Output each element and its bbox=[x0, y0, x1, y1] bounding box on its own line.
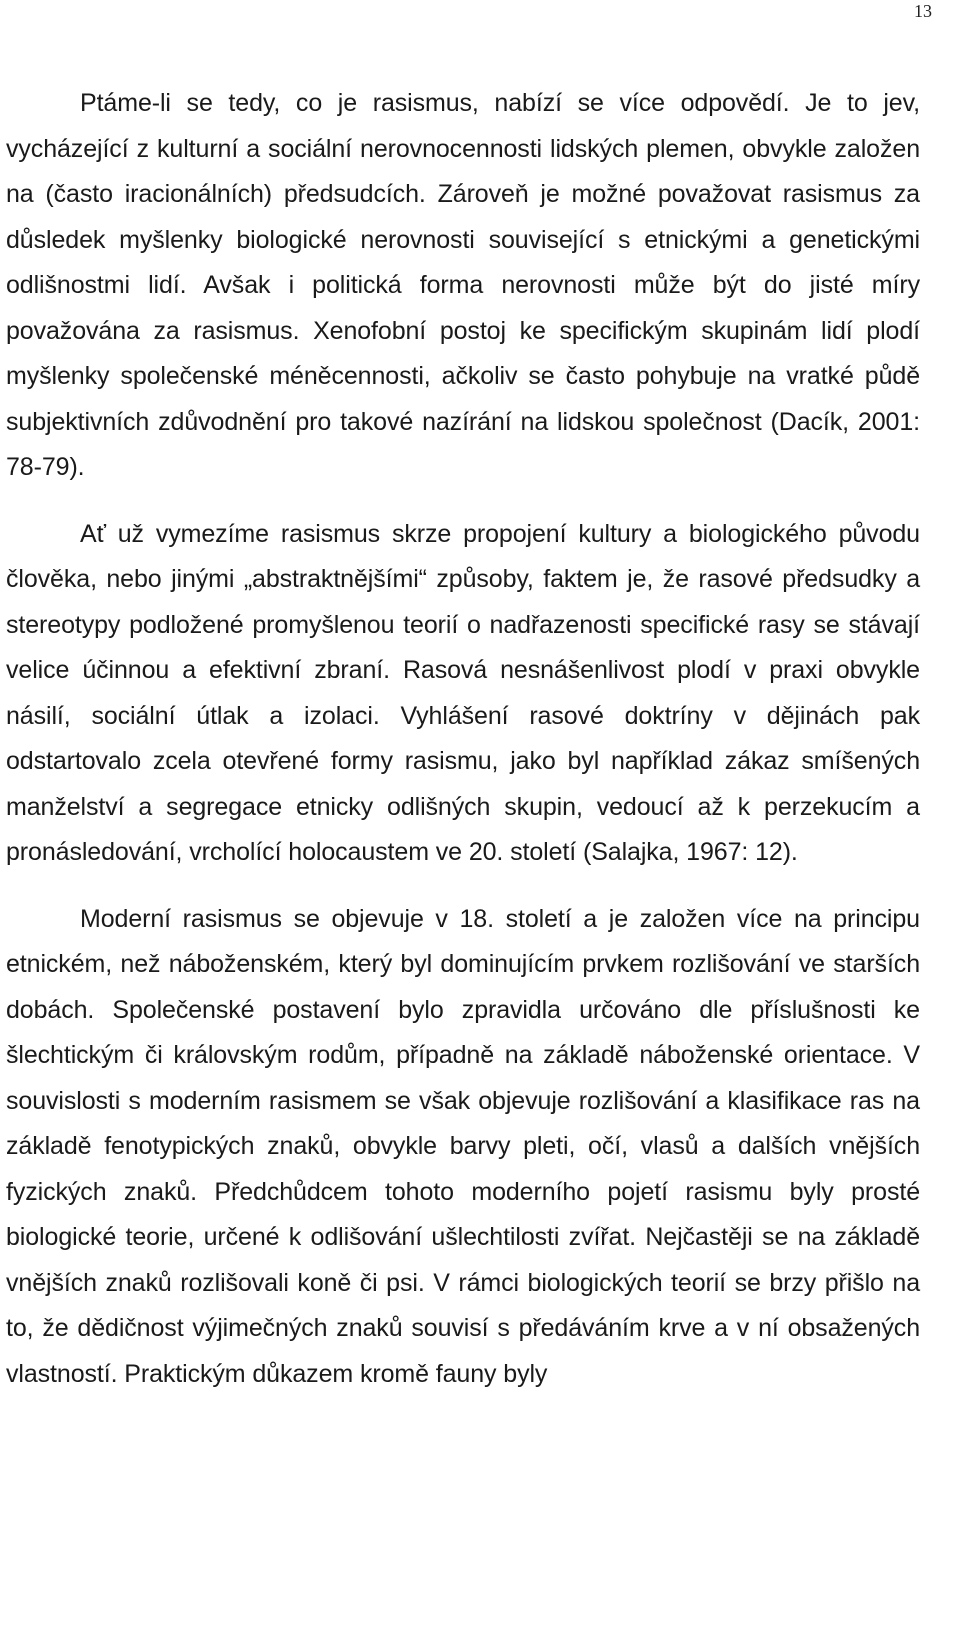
paragraph-rasismus-definice: Ptáme-li se tedy, co je rasismus, nabízí se více odpovědí. Je to jev, vycházející z kulturní a sociální nerovnocennosti lidských plemen, obvykle založen na (často iracionálních) předsudcích. Zároveň je možné považovat rasismus za důsledek myšlenky biologické nerovnosti související s etnickými a genetickými odlišnostmi lidí. Avšak i politická forma nerovnosti může být do jisté míry považována za rasismus. Xenofobní postoj ke specifickým skupinám lidí plodí myšlenky společenské méněcennosti, ačkoliv se často pohybuje na vratké půdě subjektivních zdůvodnění pro takové nazírání na lidskou společnost (Dacík, 2001: 78-79). bbox=[6, 89, 920, 481]
page-number: 13 bbox=[914, 1, 932, 21]
paragraph-rasove-predsudky: Ať už vymezíme rasismus skrze propojení kultury a biologického původu člověka, nebo jinými „abstraktnějšími“ způsoby, faktem je, že rasové předsudky a stereotypy podložené promyšlenou teorií o nadřazenosti specifické rasy se stávají velice účinnou a efektivní zbraní. Rasová nesnášenlivost plodí v praxi obvykle násilí, sociální útlak a izolaci. Vyhlášení rasové doktríny v dějinách pak odstartovalo zcela otevřené formy rasismu, jako byl například zákaz smíšených manželství a segregace etnicky odlišných skupin, vedoucí až k perzekucím a pronásledování, vrcholící holocaustem ve 20. století (Salajka, 1967: 12). bbox=[6, 519, 920, 866]
body-text bbox=[6, 81, 920, 1397]
paragraph-moderni-rasismus: Moderní rasismus se objevuje v 18. století a je založen více na principu etnickém, než náboženském, který byl dominujícím prvkem rozlišování ve starších dobách. Společenské postavení bylo zpravidla určováno dle příslušnosti ke šlechtickým či královským rodům, případně na základě náboženské orientace. V souvislosti s moderním rasismem se však objevuje rozlišování a klasifikace ras na základě fenotypických znaků, obvykle barvy pleti, očí, vlasů a dalších vnějších fyzických znaků. Předchůdcem tohoto moderního pojetí rasismu byly prosté biologické teorie, určené k odlišování ušlechtilosti zvířat. Nejčastěji se na základě vnějších znaků rozlišovali koně či psi. V rámci biologických teorií se brzy přišlo na to, že dědičnost výjimečných znaků souvisí s předáváním krve a v ní obsažených vlastností. Praktickým důkazem kromě fauny byly bbox=[6, 904, 920, 1388]
